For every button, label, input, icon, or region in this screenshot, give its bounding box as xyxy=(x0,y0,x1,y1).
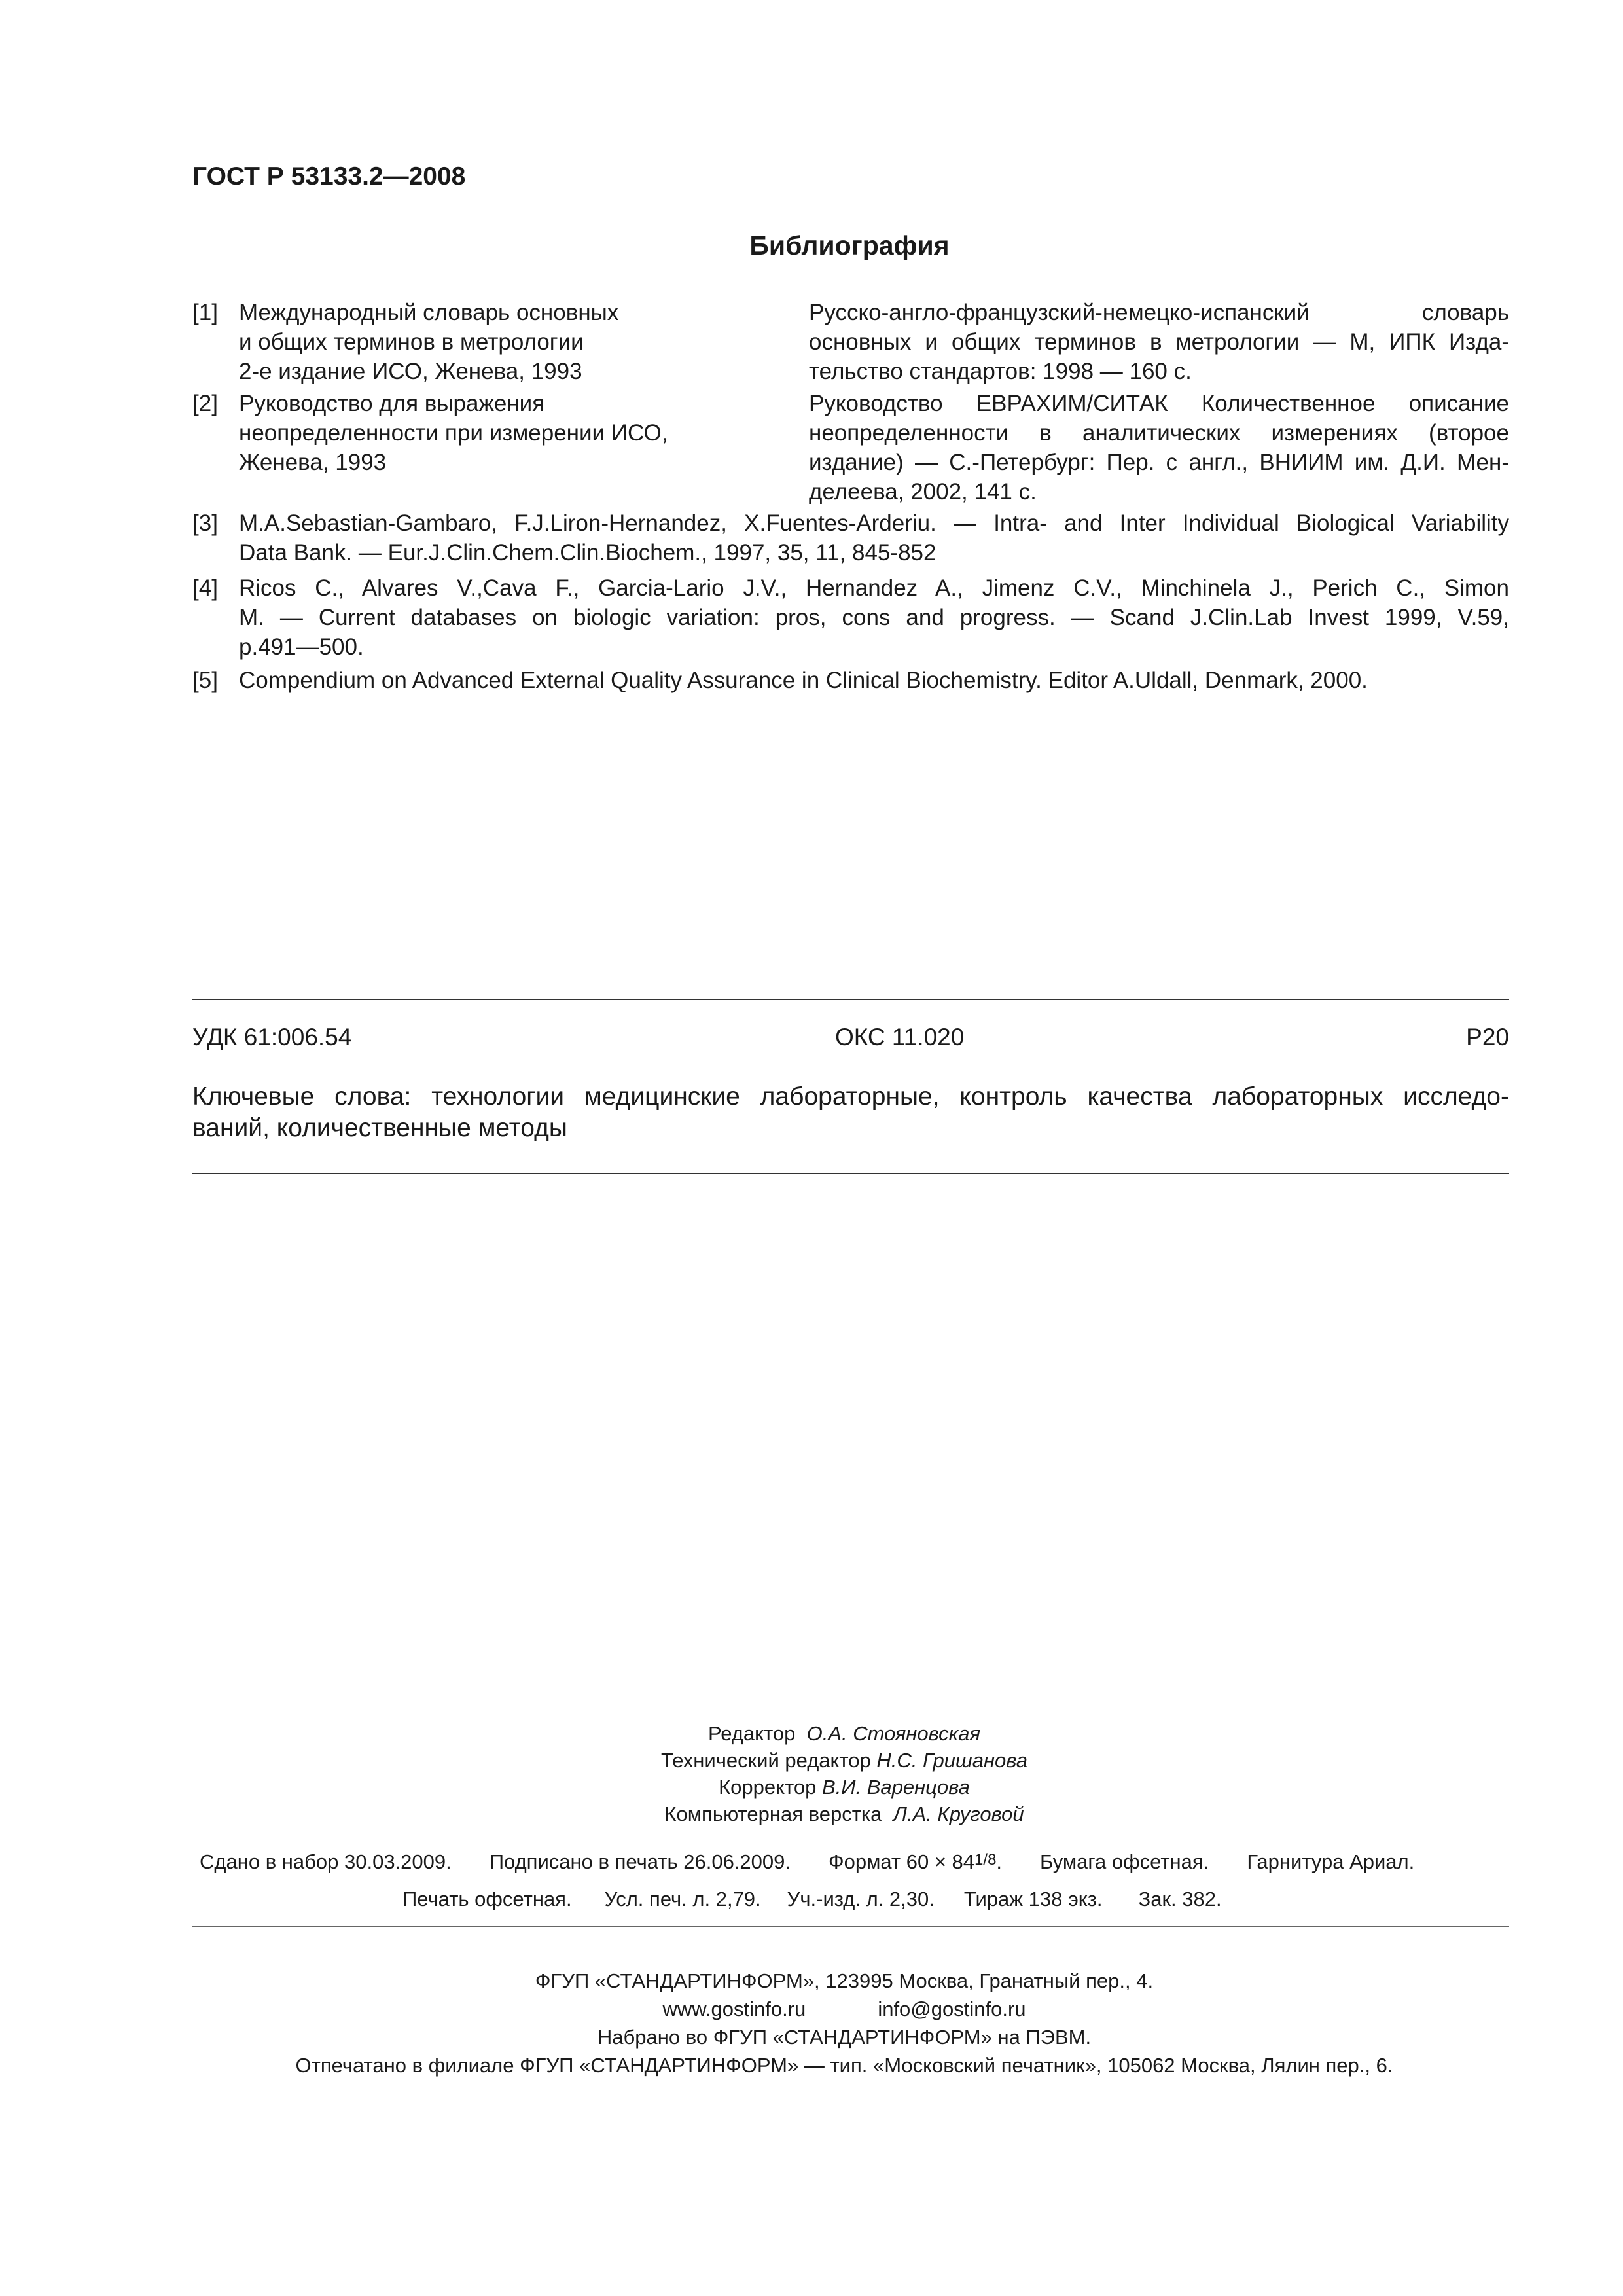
entry-translation xyxy=(809,298,1509,386)
divider xyxy=(192,1926,1509,1927)
entry-text xyxy=(239,573,1509,662)
divider xyxy=(192,999,1509,1000)
entry-source xyxy=(239,389,776,477)
divider xyxy=(192,1173,1509,1174)
source-line: 2-е издание ИСО, Женева, 1993 xyxy=(239,359,582,384)
credit-technical-editor: Технический редактор Н.С. Гришанова xyxy=(661,1749,1027,1772)
oks-code: ОКС 11.020 xyxy=(835,1024,965,1050)
keywords xyxy=(192,1081,1509,1144)
printer-contacts xyxy=(33,1995,1623,2023)
printer-info xyxy=(33,1967,1623,2079)
pub-field: Зак. 382. xyxy=(1138,1888,1222,1910)
entry-text xyxy=(239,666,1509,695)
entry-line: M. — Current databases on biologic variation: pros, cons and progress. — Scand J.Clin.Lab Invest 1999, V.59, xyxy=(239,605,1509,630)
entry-source xyxy=(239,298,776,386)
entry-line: Compendium on Advanced External Quality Assurance in Clinical Biochemistry. Editor A.Uldall, Denmark, 2000. xyxy=(239,668,1368,693)
credits xyxy=(33,1720,1623,1827)
credit-editor: Редактор О.А. Стояновская xyxy=(707,1722,981,1745)
translation-line: издание) — С.-Петербург: Пер. с англ., ВНИИМ им. Д.И. Мен- xyxy=(809,450,1509,475)
credit-proofreader: Корректор В.И. Варенцова xyxy=(719,1776,970,1799)
pub-field: Формат 60 × 84 xyxy=(829,1850,975,1873)
typeset-note: Набрано во ФГУП «СТАНДАРТИНФОРМ» на ПЭВМ. xyxy=(597,2026,1092,2049)
pub-field: Уч.-изд. л. 2,30. xyxy=(787,1888,935,1910)
printed-note: Отпечатано в филиале ФГУП «СТАНДАРТИНФОРМ» — тип. «Московский печатник», 105062 Москва, Лялин пер., 6. xyxy=(295,2054,1393,2077)
keywords-line: Ключевые слова: технологии медицинские лабораторные, контроль качества лабораторных исследо- xyxy=(192,1083,1509,1111)
publication-row-1: Сдано в набор 30.03.2009. Подписано в печать 26.06.2009. Формат 60 × 841/8. Бумага офсетная. Гарнитура Ариал. xyxy=(200,1850,1415,1873)
udk-code: УДК 61:006.54 xyxy=(192,1024,352,1050)
entry-number: [2] xyxy=(192,391,218,416)
website-link[interactable]: www.gostinfo.ru xyxy=(662,1998,806,2020)
entry-line: Ricos C., Alvares V.,Cava F., Garcia-Lario J.V., Hernandez A., Jimenz C.V., Minchinela J., Perich C., Simon xyxy=(239,575,1509,601)
source-line: неопределенности при измерении ИСО, xyxy=(239,420,668,446)
translation-line: неопределенности в аналитических измерениях (второе xyxy=(809,420,1509,446)
publication-row-2 xyxy=(402,1888,1222,1911)
source-line: Женева, 1993 xyxy=(239,450,387,475)
bibliography-title: Библиография xyxy=(749,230,950,260)
document-code: ГОСТ Р 53133.2—2008 xyxy=(192,162,466,190)
translation-line: делеева, 2002, 141 с. xyxy=(809,479,1037,505)
keywords-line: ваний, количественные методы xyxy=(192,1114,567,1142)
translation-line: Русско-англо-французский-немецко-испанский словарь xyxy=(809,300,1509,325)
translation-line: тельство стандартов: 1998 — 160 с. xyxy=(809,359,1192,384)
pub-field: Подписано в печать 26.06.2009. xyxy=(489,1850,791,1873)
credit-layout: Компьютерная верстка Л.А. Круговой xyxy=(664,1803,1024,1825)
entry-line: Data Bank. — Eur.J.Clin.Chem.Clin.Biochem., 1997, 35, 11, 845-852 xyxy=(239,540,936,565)
pub-field: Гарнитура Ариал. xyxy=(1247,1850,1415,1873)
pub-field: Бумага офсетная. xyxy=(1040,1850,1209,1873)
entry-number: [1] xyxy=(192,300,218,325)
source-line: Руководство для выражения xyxy=(239,391,545,416)
printer-address: ФГУП «СТАНДАРТИНФОРМ», 123995 Москва, Гранатный пер., 4. xyxy=(535,1969,1154,1992)
email-link[interactable]: info@gostinfo.ru xyxy=(878,1998,1026,2020)
pub-field: Сдано в набор 30.03.2009. xyxy=(200,1850,452,1873)
group-code: Р20 xyxy=(1466,1024,1509,1050)
entry-text xyxy=(239,509,1509,567)
translation-line: основных и общих терминов в метрологии — М, ИПК Изда- xyxy=(809,329,1509,355)
entry-line: M.A.Sebastian-Gambaro, F.J.Liron-Hernandez, X.Fuentes-Arderiu. — Intra- and Inter Individual Biological Variability xyxy=(239,511,1509,536)
pub-field: Печать офсетная. xyxy=(402,1888,572,1910)
format-fraction: 1/8 xyxy=(974,1851,997,1869)
entry-line: p.491—500. xyxy=(239,634,364,660)
entry-translation xyxy=(809,389,1509,507)
source-line: Международный словарь основных xyxy=(239,300,619,325)
entry-number: [4] xyxy=(192,575,218,601)
translation-line: Руководство ЕВРАХИМ/СИТАК Количественное описание xyxy=(809,391,1509,416)
entry-number: [3] xyxy=(192,511,218,536)
pub-field: Усл. печ. л. 2,79. xyxy=(604,1888,761,1910)
entry-number: [5] xyxy=(192,668,218,693)
source-line: и общих терминов в метрологии xyxy=(239,329,584,355)
pub-field: Тираж 138 экз. xyxy=(963,1888,1103,1910)
